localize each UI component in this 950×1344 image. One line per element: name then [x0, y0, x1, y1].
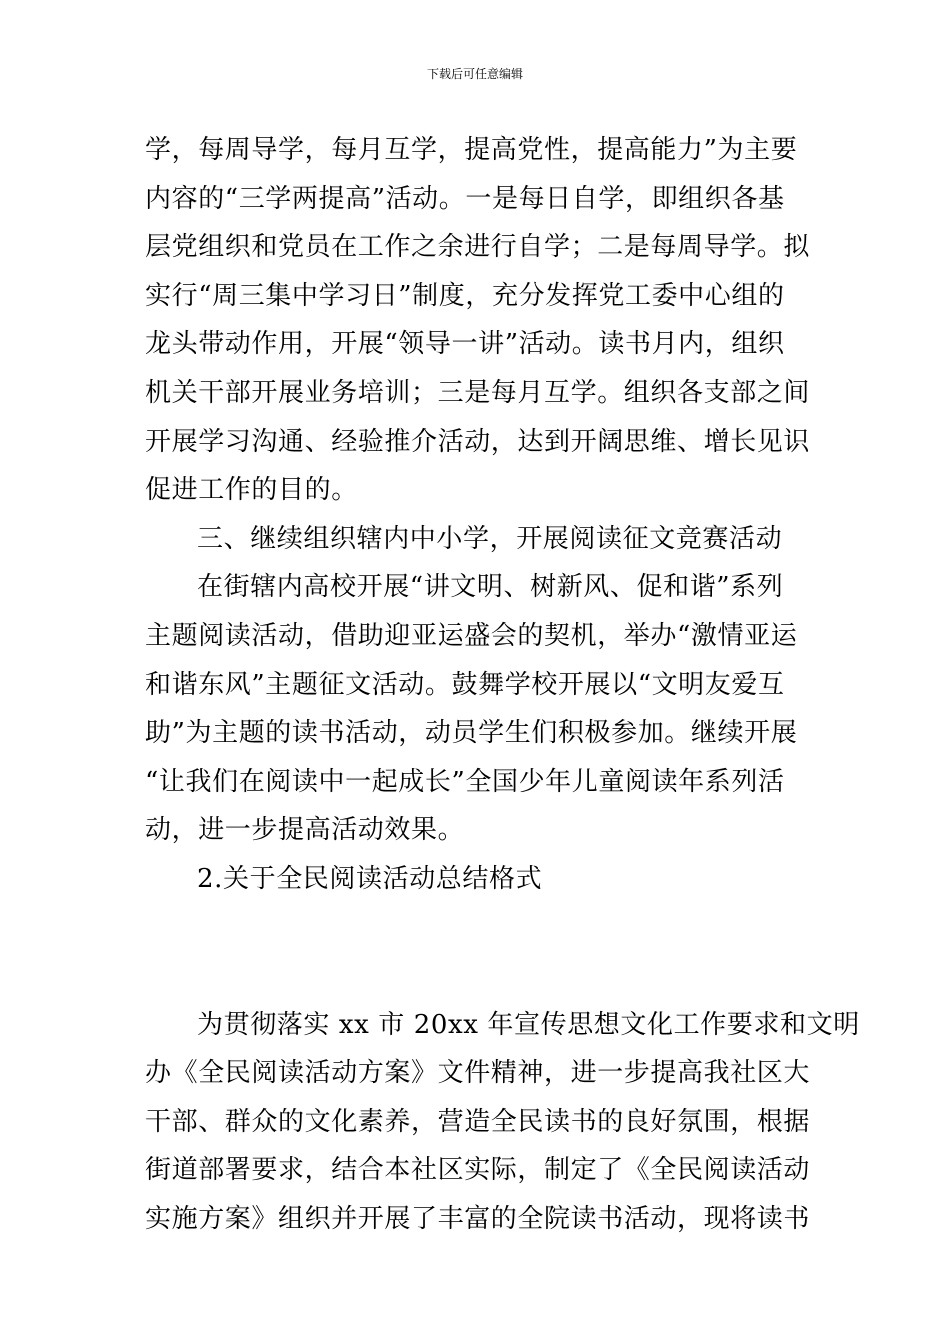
body-line: 在街辖内高校开展“讲文明、树新风、促和谐”系列 — [197, 572, 784, 603]
body-line: 动，进一步提高活动效果。 — [145, 815, 465, 846]
body-line: 机关干部开展业务培训；三是每月互学。组织各支部之间 — [145, 377, 811, 408]
document-body — [145, 126, 860, 1244]
body-line: 内容的“三学两提高”活动。一是每日自学，即组织各基 — [145, 183, 785, 214]
body-line: 和谐东风”主题征文活动。鼓舞学校开展以“文明友爱互 — [145, 669, 785, 700]
section-heading: 2.关于全民阅读活动总结格式 — [197, 863, 543, 894]
body-line: 实施方案》组织并开展了丰富的全院读书活动，现将读书 — [145, 1204, 811, 1235]
body-line: 为贯彻落实 xx 市 20xx 年宣传思想文化工作要求和文明 — [197, 1009, 860, 1040]
blank-line — [145, 904, 810, 953]
body-line: 促进工作的目的。 — [145, 475, 358, 506]
body-line: 办《全民阅读活动方案》文件精神，进一步提高我社区大 — [145, 1058, 811, 1089]
body-line: 层党组织和党员在工作之余进行自学；二是每周导学。拟 — [145, 232, 811, 263]
body-line: 实行“周三集中学习日”制度，充分发挥党工委中心组的 — [145, 280, 785, 311]
body-line: 龙头带动作用，开展“领导一讲”活动。读书月内，组织 — [145, 329, 785, 360]
body-line: 干部、群众的文化素养，营造全民读书的良好氛围，根据 — [145, 1106, 811, 1137]
body-line: “让我们在阅读中一起成长”全国少年儿童阅读年系列活 — [145, 766, 785, 797]
body-line: 助”为主题的读书活动，动员学生们积极参加。继续开展 — [145, 718, 798, 749]
body-line: 街道部署要求，结合本社区实际，制定了《全民阅读活动 — [145, 1155, 811, 1186]
blank-line — [145, 952, 810, 1001]
page-header: 下载后可任意编辑 — [426, 67, 523, 81]
body-line: 主题阅读活动，借助迎亚运盛会的契机，举办“激情亚运 — [145, 620, 798, 651]
body-line: 学，每周导学，每月互学，提高党性，提高能力”为主要 — [145, 135, 798, 165]
section-heading: 三、继续组织辖内中小学，开展阅读征文竞赛活动 — [197, 523, 783, 554]
body-line: 开展学习沟通、经验推介活动，达到开阔思维、增长见识 — [145, 426, 811, 457]
